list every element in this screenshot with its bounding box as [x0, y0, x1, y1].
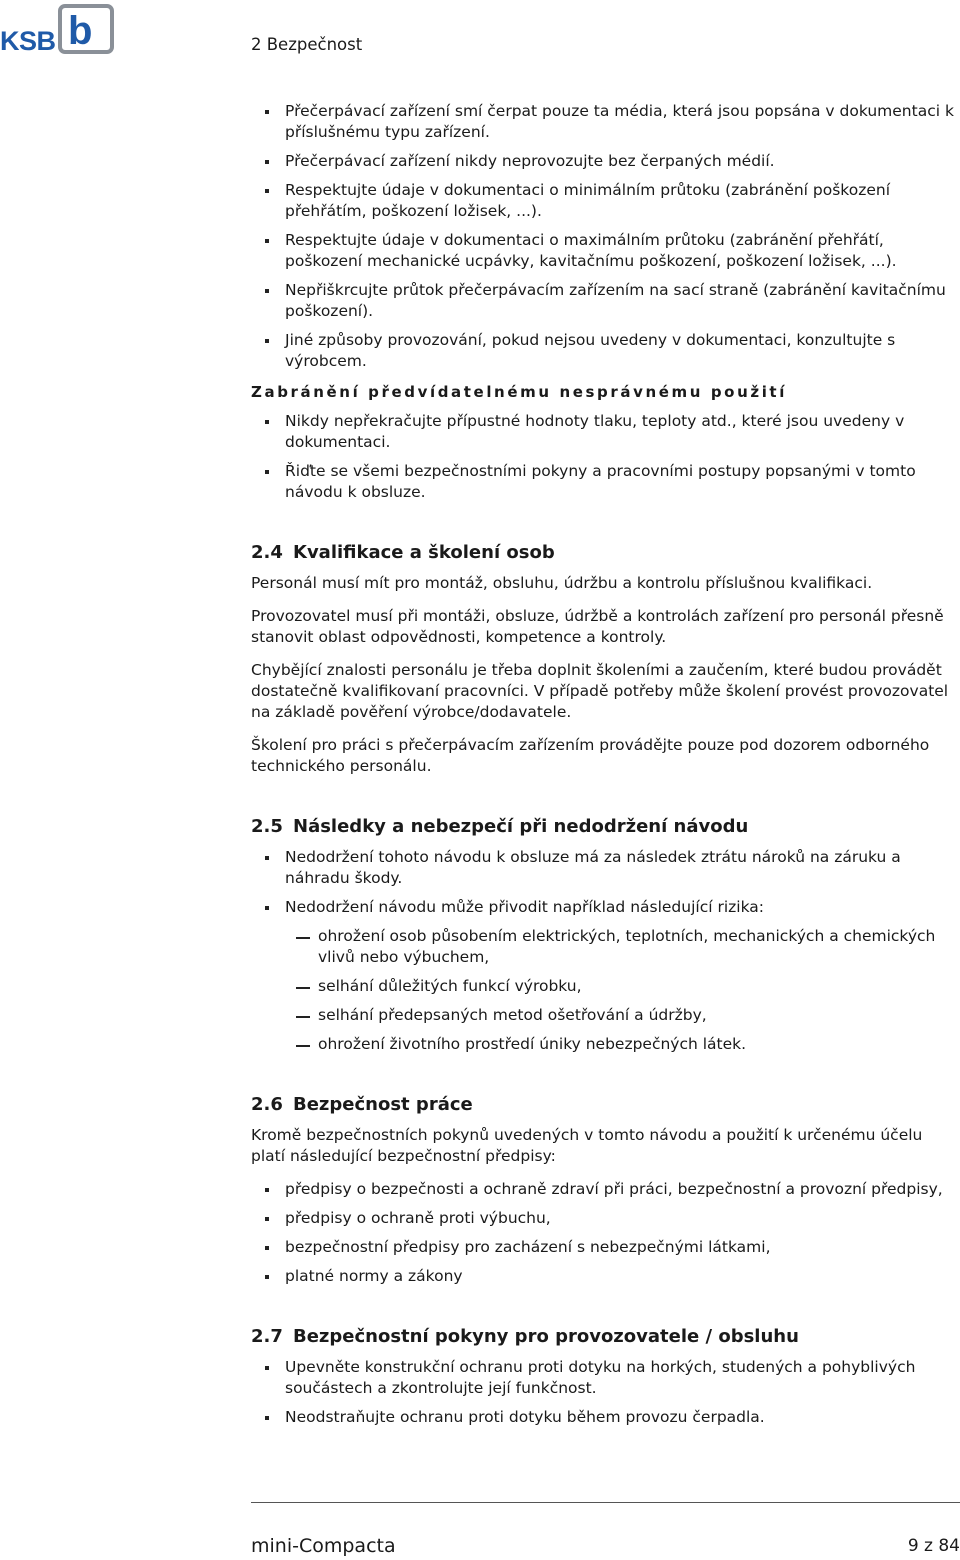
section-number: 2.5 — [251, 816, 283, 837]
section-number: 2.4 — [251, 542, 283, 563]
list-item: Přečerpávací zařízení nikdy neprovozujte bez čerpaných médií. — [251, 151, 959, 172]
section-2-5 — [251, 815, 959, 1055]
operator-bullet-list — [251, 1357, 959, 1428]
list-item: ohrožení osob působením elektrických, teplotních, mechanických a chemických vlivů nebo výbuchem, — [285, 926, 959, 968]
section-2-7 — [251, 1325, 959, 1428]
list-item: Respektujte údaje v dokumentaci o minimálním průtoku (zabránění poškození přehřátím, poškození ložisek, ...). — [251, 180, 959, 222]
misuse-bullet-list — [251, 411, 959, 503]
list-item — [251, 897, 959, 1055]
page-content — [251, 101, 959, 1436]
paragraph: Personál musí mít pro montáž, obsluhu, údržbu a kontrolu příslušnou kvalifikaci. — [251, 574, 873, 592]
list-item: předpisy o ochraně proti výbuchu, — [251, 1208, 959, 1229]
list-item: selhání předepsaných metod ošetřování a údržby, — [285, 1005, 959, 1026]
misuse-heading: Zabránění předvídatelnému nesprávnému použití — [251, 383, 787, 401]
list-item: Jiné způsoby provozování, pokud nejsou uvedeny v dokumentaci, konzultujte s výrobcem. — [251, 330, 959, 372]
list-item: předpisy o bezpečnosti a ochraně zdraví při práci, bezpečnostní a provozní předpisy, — [251, 1179, 959, 1200]
section-number: 2.6 — [251, 1094, 283, 1115]
list-item: Upevněte konstrukční ochranu proti dotyku na horkých, studených a pohyblivých součástech a zkontrolujte její funkčnost. — [251, 1357, 959, 1399]
section-number: 2.7 — [251, 1326, 283, 1347]
section-title-text: Kvalifikace a školení osob — [293, 542, 555, 563]
list-item: Nepřiškrcujte průtok přečerpávacím zařízením na sací straně (zabránění kavitačnímu poškození). — [251, 280, 959, 322]
list-item: platné normy a zákony — [251, 1266, 959, 1287]
paragraph: Chybějící znalosti personálu je třeba doplnit školeními a zaučením, které budou provádět dostatečně kvalifikovaní pracovníci. V případě potřeby může školení provést provozovatel na základě pověření výrobce/dodavatele. — [251, 661, 949, 721]
footer-product-name: mini-Compacta — [251, 1535, 396, 1557]
paragraph: Provozovatel musí při montáži, obsluze, údržbě a kontrolách zařízení pro personál přesně stanovit oblast odpovědnosti, kompetence a kontroly. — [251, 607, 944, 646]
list-item: Nedodržení tohoto návodu k obsluze má za následek ztrátu nároků na záruku a náhradu škody. — [251, 847, 959, 889]
list-item: Nikdy nepřekračujte přípustné hodnoty tlaku, teploty atd., které jsou uvedeny v dokumentaci. — [251, 411, 959, 453]
paragraph: Školení pro práci s přečerpávacím zařízením provádějte pouze pod dozorem odborného technického personálu. — [251, 736, 930, 775]
regulations-bullet-list — [251, 1179, 959, 1287]
section-title — [251, 541, 959, 565]
list-item: selhání důležitých funkcí výrobku, — [285, 976, 959, 997]
section-2-6 — [251, 1093, 959, 1287]
section-title-text: Bezpečnost práce — [293, 1094, 473, 1115]
section-title — [251, 1093, 959, 1117]
footer-divider — [251, 1502, 960, 1503]
section-title — [251, 1325, 959, 1349]
logo-wordmark: KSB — [0, 26, 56, 56]
risk-dash-list — [285, 926, 959, 1055]
list-item: Respektujte údaje v dokumentaci o maximálním průtoku (zabránění přehřátí, poškození mechanické ucpávky, kavitačnímu poškození, poškození ložisek, ...). — [251, 230, 959, 272]
list-item: Řiďte se všemi bezpečnostními pokyny a pracovními postupy popsanými v tomto návodu k obsluze. — [251, 461, 959, 503]
section-title-text: Bezpečnostní pokyny pro provozovatele / obsluhu — [293, 1326, 799, 1347]
list-item-text: Nedodržení návodu může přivodit například následující rizika: — [285, 898, 765, 916]
list-item: bezpečnostní předpisy pro zacházení s nebezpečnými látkami, — [251, 1237, 959, 1258]
logo-b-mark — [58, 4, 114, 54]
section-title — [251, 815, 959, 839]
footer-page-number: 9 z 84 — [907, 1536, 960, 1556]
list-item: Neodstraňujte ochranu proti dotyku během provozu čerpadla. — [251, 1407, 959, 1428]
ksb-logo — [0, 2, 116, 56]
section-title-text: Následky a nebezpečí při nedodržení návodu — [293, 816, 749, 837]
list-item: Přečerpávací zařízení smí čerpat pouze ta média, která jsou popsána v dokumentaci k příslušnému typu zařízení. — [251, 101, 959, 143]
running-head: 2 Bezpečnost — [251, 35, 363, 54]
svg-text:b: b — [68, 9, 93, 53]
paragraph: Kromě bezpečnostních pokynů uvedených v tomto návodu a použití k určenému účelu platí následující bezpečnostní předpisy: — [251, 1126, 923, 1165]
intro-bullet-list — [251, 101, 959, 372]
list-item: ohrožení životního prostředí úniky nebezpečných látek. — [285, 1034, 959, 1055]
consequences-bullet-list — [251, 847, 959, 1055]
section-2-4 — [251, 541, 959, 777]
